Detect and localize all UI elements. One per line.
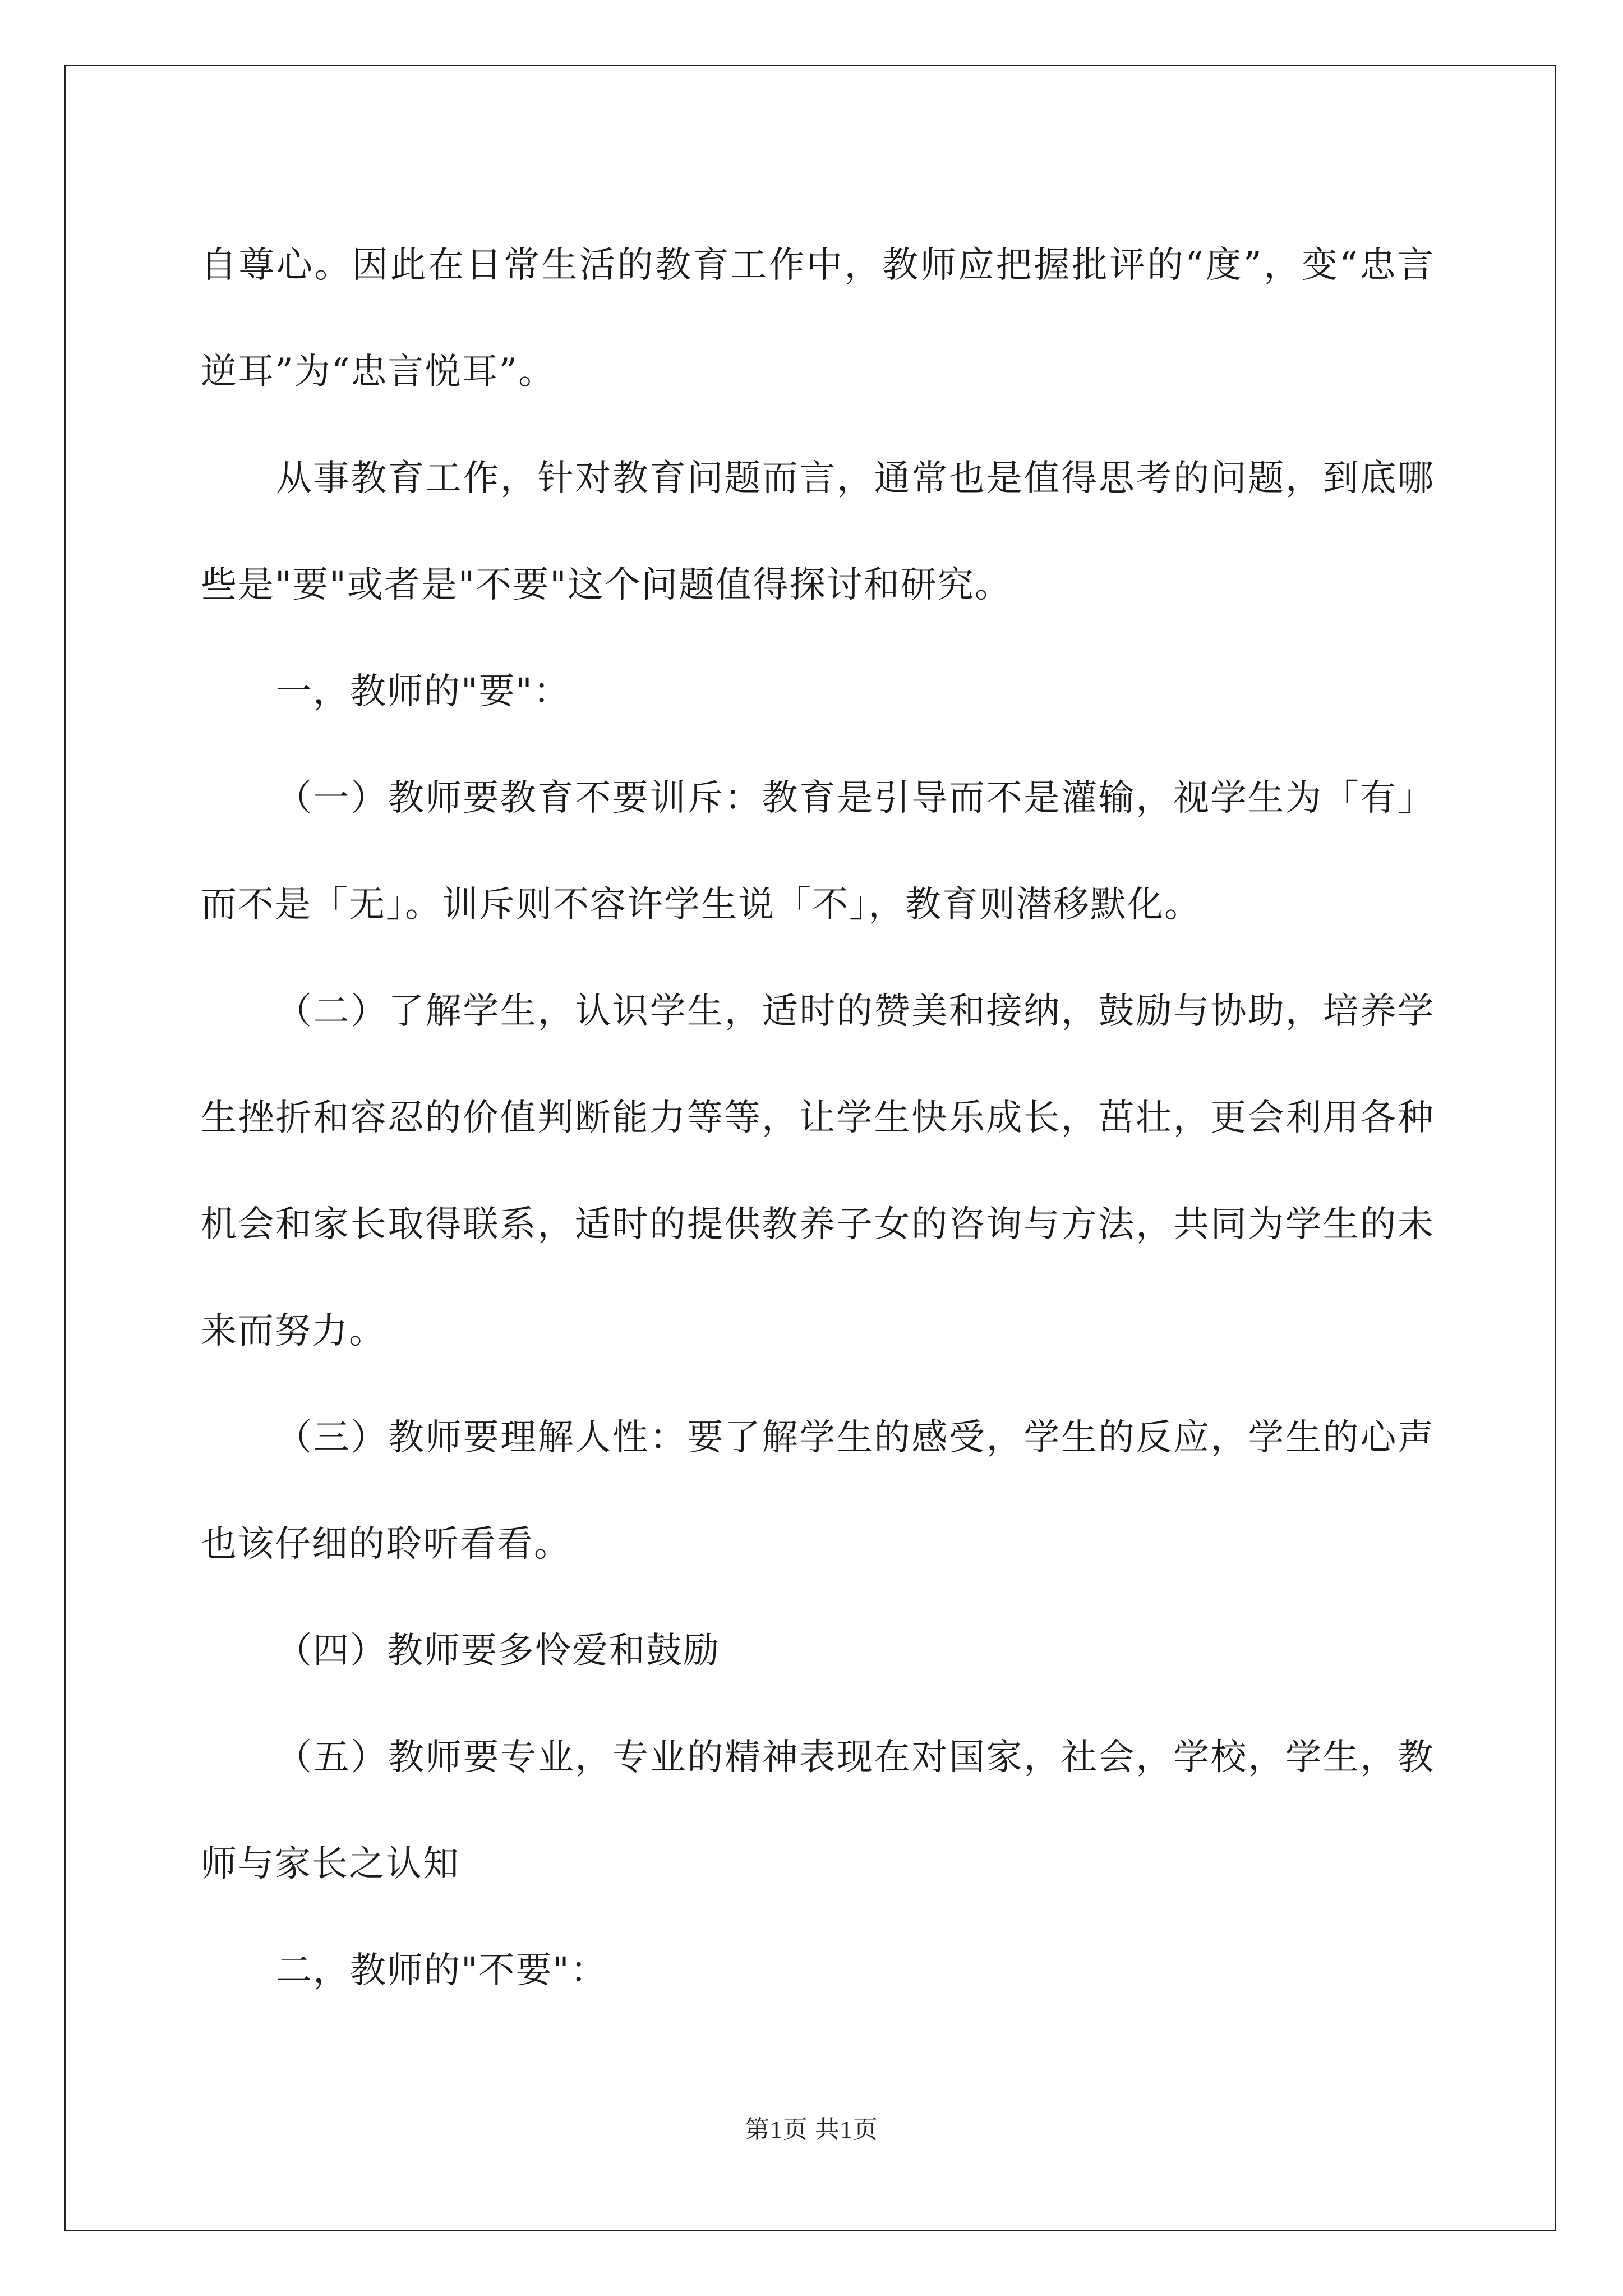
paragraph: （五）教师要专业，专业的精神表现在对国家，社会，学校，学生，教师与家长之认知 [201, 1737, 1435, 1885]
page-number-footer: 第1页 共1页 [745, 2116, 878, 2143]
paragraph: （二）了解学生，认识学生，适时的赞美和接纳，鼓励与协助，培养学生挫折和容忍的价值判断能力等等，让学生快乐成长，茁壮，更会利用各种机会和家长取得联系，适时的提供教养子女的咨询与方法，共同为学生的未来而努力。 [201, 991, 1435, 1352]
paragraph: 从事教育工作，针对教育问题而言，通常也是值得思考的问题，到底哪些是"要"或者是"不要"这个问题值得探讨和研究。 [201, 458, 1435, 606]
paragraph: 自尊心。因此在日常生活的教育工作中，教师应把握批评的“度”，变“忠言逆耳”为“忠言悦耳”。 [201, 245, 1435, 393]
section-heading: 一，教师的"要"： [276, 671, 570, 712]
paragraph: （四）教师要多怜爱和鼓励 [276, 1630, 720, 1672]
section-heading: 二，教师的"不要"： [276, 1950, 607, 1991]
document-body [201, 212, 1435, 2024]
paragraph: （一）教师要教育不要训斥：教育是引导而不是灌输，视学生为「有」而不是「无」。训斥则不容许学生说「不」，教育则潜移默化。 [201, 777, 1435, 926]
paragraph: （三）教师要理解人性：要了解学生的感受，学生的反应，学生的心声也该仔细的聆听看看。 [201, 1417, 1435, 1565]
